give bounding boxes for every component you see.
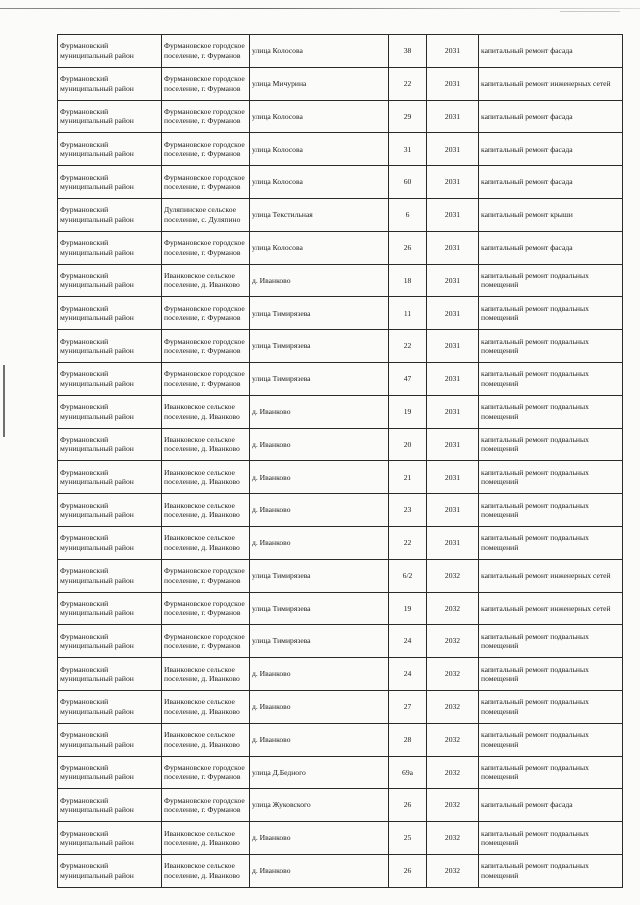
table-row xyxy=(58,854,623,887)
settlement-cell: Иванковское сельское поселение, д. Иванково xyxy=(162,526,250,559)
district-cell: Фурмановский муниципальный район xyxy=(58,723,162,756)
house-number-cell: 23 xyxy=(389,494,427,527)
house-number-cell: 69а xyxy=(389,756,427,789)
work-type-cell: капитальный ремонт инженерных сетей xyxy=(479,67,623,100)
year-cell: 2032 xyxy=(427,723,479,756)
work-type-cell: капитальный ремонт фасада xyxy=(479,133,623,166)
street-cell: улица Тимирязева xyxy=(250,330,389,363)
house-number-cell: 47 xyxy=(389,362,427,395)
year-cell: 2032 xyxy=(427,789,479,822)
settlement-cell: Фурмановское городское поселение, г. Фурманов xyxy=(162,625,250,658)
work-type-cell: капитальный ремонт крыши xyxy=(479,198,623,231)
work-type-cell: капитальный ремонт фасада xyxy=(479,166,623,199)
table-row xyxy=(58,35,623,68)
street-cell: улица Тимирязева xyxy=(250,592,389,625)
table-row xyxy=(58,297,623,330)
house-number-cell: 22 xyxy=(389,526,427,559)
year-cell: 2032 xyxy=(427,822,479,855)
district-cell: Фурмановский муниципальный район xyxy=(58,625,162,658)
year-cell: 2031 xyxy=(427,35,479,68)
district-cell: Фурмановский муниципальный район xyxy=(58,461,162,494)
house-number-cell: 24 xyxy=(389,625,427,658)
scan-top-edge-line xyxy=(0,8,640,9)
street-cell: д. Иванково xyxy=(250,428,389,461)
table-row xyxy=(58,133,623,166)
district-cell: Фурмановский муниципальный район xyxy=(58,35,162,68)
settlement-cell: Иванковское сельское поселение, д. Иванково xyxy=(162,822,250,855)
work-type-cell: капитальный ремонт подвальных помещений xyxy=(479,756,623,789)
settlement-cell: Фурмановское городское поселение, г. Фурманов xyxy=(162,297,250,330)
table-row xyxy=(58,166,623,199)
street-cell: д. Иванково xyxy=(250,723,389,756)
year-cell: 2031 xyxy=(427,133,479,166)
settlement-cell: Иванковское сельское поселение, д. Иванково xyxy=(162,690,250,723)
settlement-cell: Фурмановское городское поселение, г. Фурманов xyxy=(162,789,250,822)
settlement-cell: Иванковское сельское поселение, д. Иванково xyxy=(162,723,250,756)
table-row xyxy=(58,461,623,494)
house-number-cell: 26 xyxy=(389,231,427,264)
work-type-cell: капитальный ремонт инженерных сетей xyxy=(479,592,623,625)
table-row xyxy=(58,494,623,527)
work-type-cell: капитальный ремонт фасада xyxy=(479,35,623,68)
year-cell: 2032 xyxy=(427,592,479,625)
district-cell: Фурмановский муниципальный район xyxy=(58,264,162,297)
work-type-cell: капитальный ремонт подвальных помещений xyxy=(479,494,623,527)
settlement-cell: Иванковское сельское поселение, д. Иванково xyxy=(162,395,250,428)
settlement-cell: Иванковское сельское поселение, д. Иванково xyxy=(162,264,250,297)
district-cell: Фурмановский муниципальный район xyxy=(58,133,162,166)
year-cell: 2031 xyxy=(427,297,479,330)
street-cell: улица Жуковского xyxy=(250,789,389,822)
settlement-cell: Иванковское сельское поселение, д. Иванково xyxy=(162,428,250,461)
settlement-cell: Фурмановское городское поселение, г. Фурманов xyxy=(162,559,250,592)
settlement-cell: Фурмановское городское поселение, г. Фурманов xyxy=(162,362,250,395)
settlement-cell: Фурмановское городское поселение, г. Фурманов xyxy=(162,592,250,625)
street-cell: д. Иванково xyxy=(250,690,389,723)
year-cell: 2031 xyxy=(427,67,479,100)
house-number-cell: 6/2 xyxy=(389,559,427,592)
street-cell: улица Колосова xyxy=(250,35,389,68)
work-type-cell: капитальный ремонт подвальных помещений xyxy=(479,330,623,363)
year-cell: 2031 xyxy=(427,461,479,494)
house-number-cell: 38 xyxy=(389,35,427,68)
year-cell: 2031 xyxy=(427,231,479,264)
year-cell: 2032 xyxy=(427,690,479,723)
table-row xyxy=(58,690,623,723)
district-cell: Фурмановский муниципальный район xyxy=(58,756,162,789)
work-type-cell: капитальный ремонт подвальных помещений xyxy=(479,264,623,297)
year-cell: 2031 xyxy=(427,428,479,461)
table-row xyxy=(58,428,623,461)
street-cell: улица Тимирязева xyxy=(250,362,389,395)
year-cell: 2032 xyxy=(427,756,479,789)
settlement-cell: Дуляпинское сельское поселение, с. Дуляпино xyxy=(162,198,250,231)
year-cell: 2032 xyxy=(427,658,479,691)
scan-left-margin-mark xyxy=(3,365,5,437)
street-cell: д. Иванково xyxy=(250,822,389,855)
work-type-cell: капитальный ремонт подвальных помещений xyxy=(479,723,623,756)
house-number-cell: 19 xyxy=(389,395,427,428)
district-cell: Фурмановский муниципальный район xyxy=(58,231,162,264)
district-cell: Фурмановский муниципальный район xyxy=(58,854,162,887)
street-cell: д. Иванково xyxy=(250,854,389,887)
house-number-cell: 18 xyxy=(389,264,427,297)
work-type-cell: капитальный ремонт подвальных помещений xyxy=(479,395,623,428)
table-row xyxy=(58,100,623,133)
settlement-cell: Фурмановское городское поселение, г. Фурманов xyxy=(162,231,250,264)
repair-schedule-table xyxy=(57,34,623,888)
street-cell: улица Текстильная xyxy=(250,198,389,231)
house-number-cell: 21 xyxy=(389,461,427,494)
work-type-cell: капитальный ремонт инженерных сетей xyxy=(479,559,623,592)
district-cell: Фурмановский муниципальный район xyxy=(58,822,162,855)
scan-top-edge-line-right xyxy=(560,11,620,12)
table-row xyxy=(58,526,623,559)
street-cell: улица Тимирязева xyxy=(250,297,389,330)
district-cell: Фурмановский муниципальный район xyxy=(58,297,162,330)
work-type-cell: капитальный ремонт фасада xyxy=(479,100,623,133)
year-cell: 2031 xyxy=(427,494,479,527)
settlement-cell: Фурмановское городское поселение, г. Фурманов xyxy=(162,100,250,133)
district-cell: Фурмановский муниципальный район xyxy=(58,690,162,723)
street-cell: д. Иванково xyxy=(250,395,389,428)
table-row xyxy=(58,625,623,658)
street-cell: улица Мичурина xyxy=(250,67,389,100)
district-cell: Фурмановский муниципальный район xyxy=(58,395,162,428)
house-number-cell: 27 xyxy=(389,690,427,723)
district-cell: Фурмановский муниципальный район xyxy=(58,330,162,363)
house-number-cell: 19 xyxy=(389,592,427,625)
settlement-cell: Фурмановское городское поселение, г. Фурманов xyxy=(162,166,250,199)
street-cell: д. Иванково xyxy=(250,461,389,494)
table-row xyxy=(58,330,623,363)
street-cell: д. Иванково xyxy=(250,526,389,559)
table-row xyxy=(58,658,623,691)
district-cell: Фурмановский муниципальный район xyxy=(58,526,162,559)
settlement-cell: Иванковское сельское поселение, д. Иванково xyxy=(162,494,250,527)
district-cell: Фурмановский муниципальный район xyxy=(58,100,162,133)
work-type-cell: капитальный ремонт подвальных помещений xyxy=(479,658,623,691)
street-cell: д. Иванково xyxy=(250,264,389,297)
settlement-cell: Фурмановское городское поселение, г. Фурманов xyxy=(162,35,250,68)
table-row xyxy=(58,723,623,756)
year-cell: 2031 xyxy=(427,100,479,133)
street-cell: д. Иванково xyxy=(250,494,389,527)
settlement-cell: Иванковское сельское поселение, д. Иванково xyxy=(162,461,250,494)
street-cell: улица Тимирязева xyxy=(250,625,389,658)
district-cell: Фурмановский муниципальный район xyxy=(58,789,162,822)
district-cell: Фурмановский муниципальный район xyxy=(58,166,162,199)
house-number-cell: 22 xyxy=(389,67,427,100)
house-number-cell: 26 xyxy=(389,789,427,822)
work-type-cell: капитальный ремонт фасада xyxy=(479,789,623,822)
work-type-cell: капитальный ремонт подвальных помещений xyxy=(479,854,623,887)
work-type-cell: капитальный ремонт подвальных помещений xyxy=(479,822,623,855)
table-row xyxy=(58,264,623,297)
work-type-cell: капитальный ремонт подвальных помещений xyxy=(479,690,623,723)
settlement-cell: Фурмановское городское поселение, г. Фурманов xyxy=(162,330,250,363)
house-number-cell: 28 xyxy=(389,723,427,756)
settlement-cell: Иванковское сельское поселение, д. Иванково xyxy=(162,658,250,691)
work-type-cell: капитальный ремонт подвальных помещений xyxy=(479,297,623,330)
repair-schedule-body xyxy=(58,35,623,888)
district-cell: Фурмановский муниципальный район xyxy=(58,658,162,691)
year-cell: 2032 xyxy=(427,559,479,592)
table-row xyxy=(58,231,623,264)
district-cell: Фурмановский муниципальный район xyxy=(58,198,162,231)
settlement-cell: Фурмановское городское поселение, г. Фурманов xyxy=(162,67,250,100)
year-cell: 2031 xyxy=(427,198,479,231)
year-cell: 2031 xyxy=(427,362,479,395)
year-cell: 2031 xyxy=(427,330,479,363)
street-cell: улица Колосова xyxy=(250,100,389,133)
table-row xyxy=(58,559,623,592)
work-type-cell: капитальный ремонт подвальных помещений xyxy=(479,362,623,395)
table-row xyxy=(58,789,623,822)
house-number-cell: 31 xyxy=(389,133,427,166)
year-cell: 2032 xyxy=(427,854,479,887)
year-cell: 2031 xyxy=(427,526,479,559)
house-number-cell: 20 xyxy=(389,428,427,461)
district-cell: Фурмановский муниципальный район xyxy=(58,559,162,592)
house-number-cell: 6 xyxy=(389,198,427,231)
work-type-cell: капитальный ремонт подвальных помещений xyxy=(479,625,623,658)
table-row xyxy=(58,198,623,231)
year-cell: 2031 xyxy=(427,264,479,297)
work-type-cell: капитальный ремонт фасада xyxy=(479,231,623,264)
street-cell: улица Тимирязева xyxy=(250,559,389,592)
house-number-cell: 24 xyxy=(389,658,427,691)
settlement-cell: Фурмановское городское поселение, г. Фурманов xyxy=(162,133,250,166)
table-row xyxy=(58,592,623,625)
year-cell: 2032 xyxy=(427,625,479,658)
table-row xyxy=(58,756,623,789)
table-row xyxy=(58,362,623,395)
work-type-cell: капитальный ремонт подвальных помещений xyxy=(479,526,623,559)
house-number-cell: 26 xyxy=(389,854,427,887)
table-row xyxy=(58,395,623,428)
house-number-cell: 22 xyxy=(389,330,427,363)
street-cell: улица Колосова xyxy=(250,166,389,199)
work-type-cell: капитальный ремонт подвальных помещений xyxy=(479,461,623,494)
table-row xyxy=(58,822,623,855)
street-cell: улица Д.Бедного xyxy=(250,756,389,789)
street-cell: д. Иванково xyxy=(250,658,389,691)
street-cell: улица Колосова xyxy=(250,231,389,264)
year-cell: 2031 xyxy=(427,395,479,428)
table-row xyxy=(58,67,623,100)
district-cell: Фурмановский муниципальный район xyxy=(58,494,162,527)
year-cell: 2031 xyxy=(427,166,479,199)
street-cell: улица Колосова xyxy=(250,133,389,166)
district-cell: Фурмановский муниципальный район xyxy=(58,67,162,100)
district-cell: Фурмановский муниципальный район xyxy=(58,592,162,625)
house-number-cell: 60 xyxy=(389,166,427,199)
settlement-cell: Фурмановское городское поселение, г. Фурманов xyxy=(162,756,250,789)
settlement-cell: Иванковское сельское поселение, д. Иванково xyxy=(162,854,250,887)
house-number-cell: 11 xyxy=(389,297,427,330)
house-number-cell: 29 xyxy=(389,100,427,133)
district-cell: Фурмановский муниципальный район xyxy=(58,428,162,461)
house-number-cell: 25 xyxy=(389,822,427,855)
district-cell: Фурмановский муниципальный район xyxy=(58,362,162,395)
work-type-cell: капитальный ремонт подвальных помещений xyxy=(479,428,623,461)
